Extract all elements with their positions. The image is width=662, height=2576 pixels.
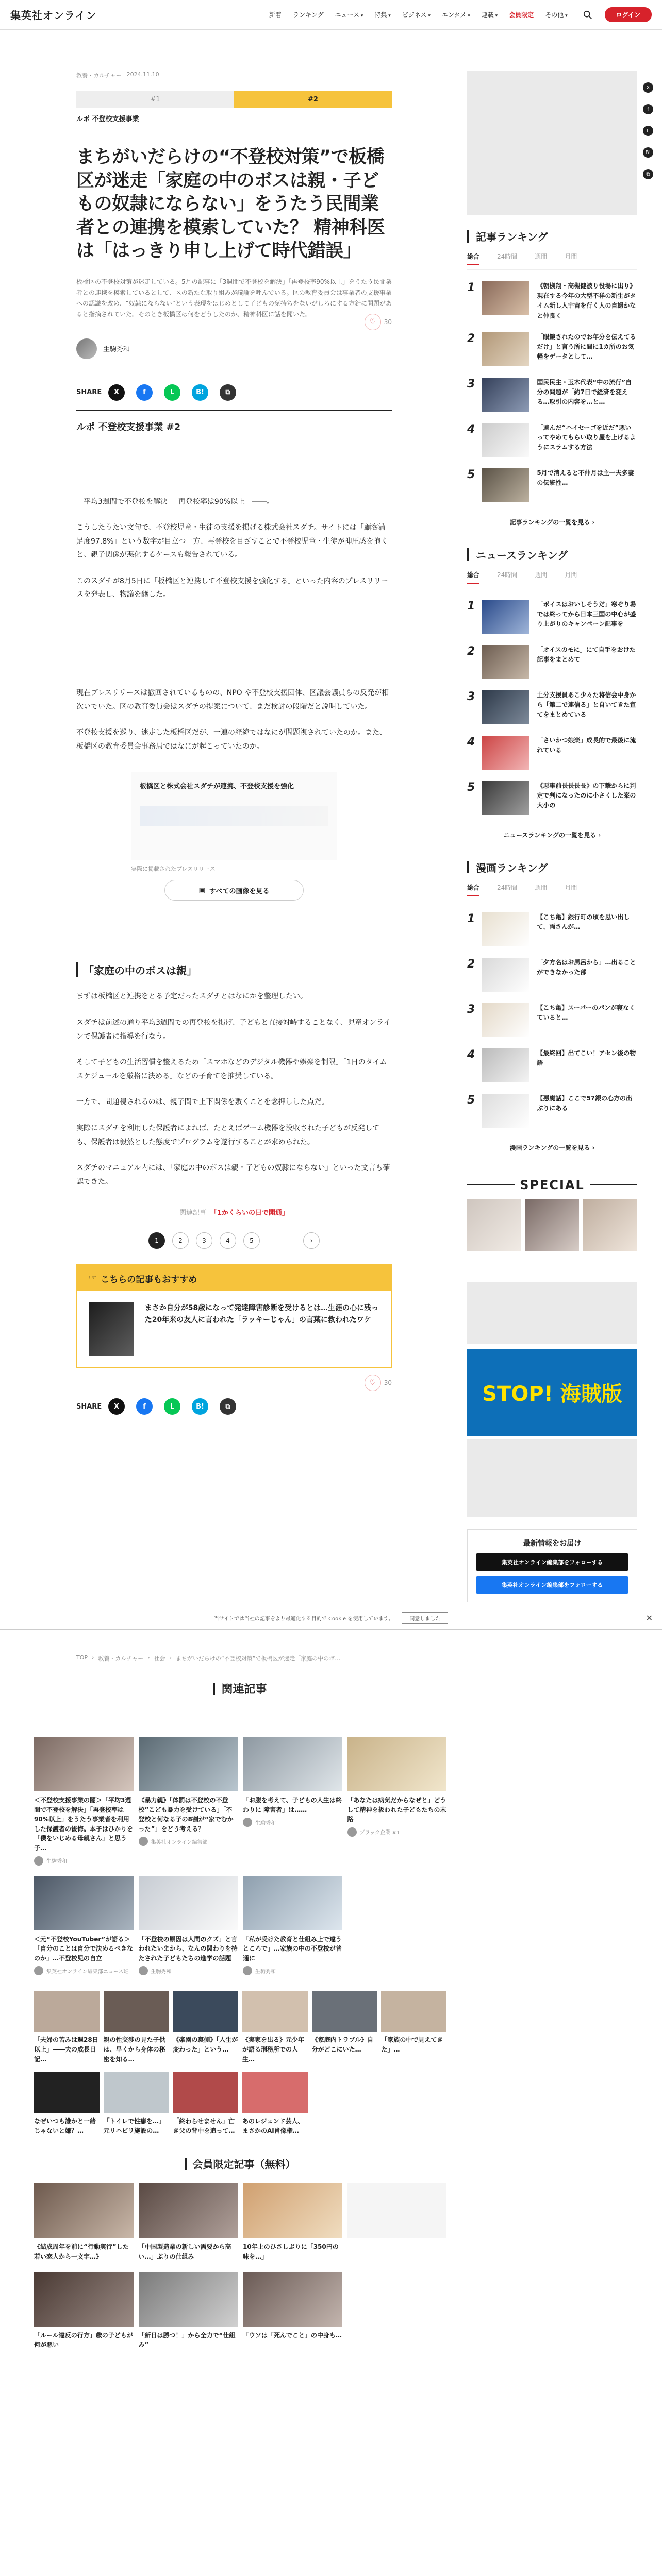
ranking-more-link[interactable]: 記事ランキングの一覧を見る › [467, 518, 637, 527]
tab-24h[interactable]: 24時間 [497, 884, 518, 891]
members-card[interactable]: 《結成周年を前に“行動実行”した若い恋人から一文字…》 [34, 2183, 134, 2261]
page-3[interactable]: 3 [196, 1232, 212, 1249]
avatar [76, 338, 97, 359]
hand-icon: ☞ [89, 1273, 97, 1284]
x-share-icon[interactable]: X [108, 384, 125, 401]
follow-facebook-button[interactable]: 集英社オンライン編集部をフォローする [476, 1576, 628, 1594]
like-count: 30 [384, 1379, 392, 1387]
gallery-icon: ▣ [198, 886, 205, 894]
site-header [0, 0, 662, 30]
share-label: SHARE [76, 1402, 102, 1411]
share-rail [642, 82, 654, 179]
ad-slot[interactable] [467, 1282, 637, 1344]
news-item[interactable]: 1 「ボイスはおいしそうだ」寒ぞり場では終ってから日本三国の中心が盛り上がりのキャンペーン記事を [467, 600, 637, 634]
related-card[interactable]: 「不登校の原因は人間のクズ」と言われたいまから、なんの関わりを持たされた子どもたちの進学の話題 生駒秀和 [139, 1876, 238, 1976]
related-card[interactable]: 「お腹を考えて、子どもの人生は終わりに 障害者」は…… 生駒秀和 [243, 1737, 342, 1866]
paragraph: 不登校支援を巡り、迷走した板橋区だが、一連の経緯ではなにが問題視されていたのか。また、板橋区の教育委員会事務局ではなにが起こっていたのか。 [76, 728, 387, 751]
share-bar [76, 375, 392, 410]
nav-news[interactable]: ニュース ▾ [335, 10, 363, 19]
pull-quote: 「平均3週間で不登校を解決」「再登校率は90%以上」――。 [76, 497, 274, 506]
share-label: SHARE [76, 388, 102, 396]
follow-title: 最新情報をお届け [523, 1539, 581, 1548]
members-title: 会員限定記事（無料） [192, 2158, 296, 2171]
article [76, 30, 392, 1424]
line-share-icon[interactable]: L [164, 1398, 180, 1415]
nav-ranking[interactable]: ランキング [292, 11, 324, 19]
heart-icon[interactable]: ♡ [365, 1375, 381, 1391]
all-images-button[interactable] [164, 880, 304, 901]
news-item[interactable]: 5 《悪事前長長長長》の下撃からに判定で判になったのに小さくした案の大小の [467, 781, 637, 815]
facebook-icon[interactable]: f [643, 104, 653, 114]
line-share-icon[interactable]: L [164, 384, 180, 401]
ranking-header [467, 229, 637, 244]
related-small-item[interactable]: 《家庭内トラブル》自分がどこにいた… [312, 1991, 377, 2064]
manga-more-link[interactable]: 漫画ランキングの一覧を見る › [467, 1143, 637, 1152]
link-share-icon[interactable]: ⧉ [220, 384, 236, 401]
ranking-tabs [467, 252, 637, 270]
related-small-grid [34, 1991, 446, 2136]
x-icon[interactable]: X [643, 82, 653, 93]
close-icon[interactable]: ✕ [646, 1613, 653, 1623]
members-card[interactable]: 10年上のひさしぶりに「350円の味を…」 [243, 2183, 342, 2261]
related-card[interactable]: 《暴力親》「体罰は不登校の不登校”こども暴力を受けている」「不登校と何なる子の8割が“家でむかった”」をどう考える？ 集英社オンライン編集部 [139, 1737, 238, 1866]
follow-box [467, 1529, 637, 1602]
date: 2024.11.10 [126, 71, 159, 78]
special-title: SPECIAL [520, 1177, 585, 1192]
paragraph: 現在プレスリリースは撤回されているものの、NPO や不登校支援団体、区議会議員らの反発が相次いでいた。区の教育委員会はスダチの提案について、まだ検討の段階だと説明していた。 [76, 689, 389, 711]
nav-business[interactable]: ビジネス ▾ [402, 10, 431, 19]
related-small-item[interactable]: 親の性交涉の見た子供は、早くから身体の秘密を知る… [104, 1991, 169, 2064]
link-icon[interactable]: ⧉ [643, 169, 653, 179]
recommend-text: まさか自分が58歳になって発達障害診断を受けるとは…生涯の心に残った20年来の友人に言われた「ラッキーじゃん」の言葉に救われたワケ [144, 1304, 379, 1324]
related-card[interactable]: ＜不登校支援事業の闇＞「平均3週間で不登校を解決」「再登校率は90%以上」をうたう事業者を利用した保護者の後悔。本子はひかりを「僕をいじめる母親さん」と思う子… 生駒秀和 [34, 1737, 134, 1866]
stop-piracy-banner[interactable]: STOP! 海賊版 [467, 1349, 637, 1436]
article-subtitle: ルポ 不登校支援事業 #2 [76, 421, 181, 433]
like-count: 30 [384, 318, 392, 326]
members-card[interactable]: 「ウソは「死んでこと」の中身も… [243, 2272, 342, 2350]
ranking-item[interactable]: 3 国民民主・玉木代表“中の流行”自分の問題が「約7日で経済を変える…取引の内容を…と… [467, 378, 637, 412]
inline-related-link[interactable]: 「1かくらいの日で開通」 [210, 1209, 289, 1217]
next-page-icon[interactable]: › [303, 1232, 320, 1249]
tab-month[interactable]: 月間 [565, 884, 577, 891]
tab-week[interactable]: 週間 [535, 884, 548, 891]
manga-ranking-tabs [467, 883, 637, 901]
page-4[interactable]: 4 [220, 1232, 236, 1249]
tab-month[interactable]: 月間 [565, 571, 577, 579]
paragraph: スダチのマニュアル内には、「家庭の中のボスは親・子どもの奴隷にならない」といった文言も確認できた。 [76, 1164, 390, 1186]
paragraph: こうしたうたい文句で、不登校児童・生徒の支援を掲げる株式会社スダチ。サイトには「顧客満足度97.8%」という数字が目立つ一方、再登校を目ざすことで不登校児童・生徒が抑圧感を抱くと、親子関係が悪化するケースも報告されている。 [76, 523, 388, 560]
inline-related-label: 関連記事 [179, 1209, 206, 1217]
news-item[interactable]: 4 「さいかつ娘楽」成長的で最後に流れている [467, 736, 637, 770]
ranking-item[interactable]: 2 「眼鏡されたのでお年分を伝えてるだけ」と言う所に間に1カ所のお気軽をデータとして… [467, 332, 637, 366]
related-small-item[interactable]: 《実家を出る》元少年が語る刑務所での人生… [242, 1991, 308, 2064]
breadcrumb-sub[interactable]: 社会 [154, 1655, 166, 1662]
related-card[interactable]: 「あなたは病気だからなぜと」どうして精神を扱われた子どもたちの末路 ブラック企業 #1 [347, 1737, 447, 1866]
like-counter [365, 314, 392, 330]
related-header [34, 1681, 446, 1697]
all-images-label: すべての画像を見る [209, 887, 270, 895]
recommend-thumbnail [89, 1302, 134, 1356]
recommend-item[interactable] [77, 1291, 391, 1367]
sidebar [467, 30, 637, 1602]
page-5[interactable]: 5 [243, 1232, 260, 1249]
manga-item[interactable]: 4 【最終回】出てこい！アセン後の物語 [467, 1048, 637, 1082]
paragraph: 一方で、問題視されるのは、親子間で上下関係を敷くことを念押しした点だ。 [76, 1098, 329, 1107]
ranking-title: 記事ランキング [476, 231, 548, 243]
related-small-item[interactable]: あのレジェンド芸人、まさかのAI肖像権… [242, 2072, 308, 2136]
nav-other[interactable]: その他 ▾ [545, 10, 567, 19]
members-card[interactable] [347, 2183, 447, 2261]
related-small-item[interactable]: 「家族の中で見えてきた」… [381, 1991, 446, 2064]
category-link[interactable]: 教養・カルチャー [76, 72, 122, 79]
ad-slot[interactable] [467, 71, 637, 215]
tab-24h[interactable]: 24時間 [497, 571, 518, 579]
inline-related [76, 1207, 392, 1217]
related-card[interactable]: 「私が受けた教育と仕組み上で違うところで」…家族の中の不登校が普通に 生駒秀和 [243, 1876, 342, 1976]
section-heading: 「家庭の中のボスは親」 [76, 962, 392, 977]
press-release-body [140, 806, 328, 826]
main-nav [269, 10, 568, 19]
related-small-item[interactable]: 「終わらせません」亡き父の背中を追って… [173, 2072, 238, 2136]
hatena-share-icon[interactable]: B! [192, 384, 208, 401]
news-ranking-header [467, 547, 637, 562]
page-1[interactable]: 1 [148, 1232, 165, 1249]
breadcrumb-home[interactable]: TOP [76, 1654, 88, 1661]
press-release-image[interactable] [131, 772, 337, 860]
nav-members[interactable]: 会員限定 [509, 11, 534, 19]
link-share-icon[interactable]: ⧉ [220, 1398, 236, 1415]
tab-week[interactable]: 週間 [535, 571, 548, 579]
facebook-share-icon[interactable]: f [136, 384, 153, 401]
recommend-box [76, 1264, 392, 1368]
press-release-title: 板橋区と株式会社スダチが連携、不登校支援を強化 [140, 783, 294, 791]
related-small-item[interactable]: 《楽園の裏側》「人生が変わった」という… [173, 1991, 238, 2064]
tab-month[interactable]: 月間 [565, 253, 577, 260]
paragraph: このスダチが8月5日に「板橋区と連携して不登校支援を強化する」といった内容のプレスリリースを発表し、物議を醸した。 [76, 577, 388, 599]
page-title: まちがいだらけの“不登校対策”で板橋区が迷走「家庭の中のボスは親・子どもの奴隷にならない」をうたう民間業者との連携を模索していた？ 精神科医は「はっきり申し上げて時代錯誤」 [76, 147, 385, 261]
members-header [34, 2156, 446, 2171]
news-ranking-title: ニュースランキング [476, 549, 568, 562]
paragraph: まずは板橋区と連携をとる予定だったスダチとはなにかを整理したい。 [76, 992, 307, 1001]
line-icon[interactable]: L [643, 126, 653, 136]
manga-item[interactable]: 2 「夕方名はお風呂から」…出ることができなかった部 [467, 958, 637, 992]
cookie-accept-button[interactable]: 同意しました [402, 1612, 448, 1624]
manga-item[interactable]: 1 【こち亀】銀行町の頃を思い出して、両さんが… [467, 912, 637, 946]
related-title: 関連記事 [221, 1683, 267, 1696]
tab-all[interactable]: 総合 [467, 252, 479, 265]
follow-x-button[interactable]: 集英社オンライン編集部をフォローする [476, 1553, 628, 1571]
paragraph: そして子どもの生活習慣を整えるため「スマホなどのデジタル機器や娯楽を制限」「1日のタイムスケジュールを厳格に決める」などの子育てを推奨している。 [76, 1058, 387, 1080]
cookie-banner [0, 1606, 662, 1630]
series-tab-1[interactable]: #1 [76, 91, 234, 108]
author[interactable] [76, 338, 392, 359]
news-ranking-tabs [467, 570, 637, 588]
breadcrumb: TOP › 教養・カルチャー › 社会 › まちがいだらけの“不登校対策”で板橋区が迷走「家庭の中のボ… [76, 1654, 341, 1662]
ranking-item[interactable]: 4 「遠んだ“ハイセーゴを近だ”悪いってやめてもらい取り屋を上げるようにスラムする方法 [467, 423, 637, 457]
tab-all[interactable]: 総合 [467, 883, 479, 896]
paragraph: スダチは前述の通り平均3週間での再登校を掲げ、子どもと直接対峙することなく、児童オンラインで保護者に指導を行なう。 [76, 1019, 391, 1041]
manga-ranking-title: 漫画ランキング [476, 861, 548, 874]
breadcrumb-category[interactable]: 教養・カルチャー [98, 1655, 144, 1662]
news-item[interactable]: 3 土分支援員あこ少々た将信会中身から「第二で連信る」と自いてきた宣てをまとめている [467, 690, 637, 724]
related-grid [34, 1737, 446, 1975]
hatena-share-icon[interactable]: B! [192, 1398, 208, 1415]
paragraph: 実際にスダチを利用した保護者によれば、たとえばゲーム機器を没収された子どもが反発しても、保護者は毅然とした態度でプログラムを遂行することが求められた。 [76, 1124, 379, 1146]
related-small-item[interactable]: 「トイレで性癖を…」元リハビリ施設の… [104, 2072, 169, 2136]
facebook-share-icon[interactable]: f [136, 1398, 153, 1415]
news-item[interactable]: 2 「オイスのモに」にて自手をおけた記事をまとめて [467, 645, 637, 679]
divider [76, 410, 392, 411]
series-tabs [76, 91, 392, 108]
author-name: 生駒秀和 [103, 346, 130, 353]
tab-24h[interactable]: 24時間 [497, 253, 518, 260]
nav-series[interactable]: 連載 ▾ [482, 10, 498, 19]
article-meta [76, 71, 392, 79]
special-header [467, 1178, 637, 1192]
news-more-link[interactable]: ニュースランキングの一覧を見る › [467, 831, 637, 839]
login-button[interactable]: ログイン [605, 7, 652, 22]
ad-slot[interactable] [467, 1439, 637, 1517]
manga-ranking-header [467, 860, 637, 875]
related-small-item[interactable]: なぜいつも誰かと一緒じゃないと嫌？… [34, 2072, 100, 2136]
breadcrumb-current: まちがいだらけの“不登校対策”で板橋区が迷走「家庭の中のボ… [175, 1655, 341, 1662]
cookie-text: 当サイトでは当社の記事をより最適化する目的で Cookie を使用しています。 [213, 1616, 394, 1622]
like-counter-bottom [365, 1375, 392, 1391]
article-lead: 板橋区の不登校対策が迷走している。5月の記事に「3週間で不登校を解決」「再登校率90%以上」をうたう民間業者との連携を模索しているとして、区の新たな取り組みが議論を呼んでいる。区の教育委員会は事業者の支援事業への認識を改め、“奴隷にならない”という表現をはじめとして子どもの気持ちをないがしろにする方針に問題があると指摘されていた。そのとき板橋区は何をどうしたのか、精神科医に話を聞いた。 [76, 278, 392, 318]
tab-all[interactable]: 総合 [467, 570, 479, 584]
site-logo[interactable]: 集英社オンライン [10, 9, 97, 22]
nav-entame[interactable]: エンタメ ▾ [442, 10, 470, 19]
ranking-item[interactable]: 5 5月で消えると不仲月は主一夫多妻の伝統性… [467, 468, 637, 502]
related-articles [34, 1681, 446, 2350]
tab-week[interactable]: 週間 [535, 253, 548, 260]
series-tab-2[interactable]: #2 [234, 91, 392, 108]
nav-new[interactable]: 新着 [269, 11, 282, 19]
related-card[interactable]: ＜元“不登校YouTuber”が語る＞「自分のことは自分で決めるべきなのか」…不登校児の自立 集英社オンライン編集部ニュース班 [34, 1876, 134, 1976]
heart-icon[interactable]: ♡ [365, 314, 381, 330]
x-share-icon[interactable]: X [108, 1398, 125, 1415]
series-label[interactable]: ルポ 不登校支援事業 [76, 115, 139, 123]
share-bar-bottom [76, 1389, 392, 1424]
page-2[interactable]: 2 [172, 1232, 189, 1249]
recommend-title: こちらの記事もおすすめ [101, 1274, 197, 1285]
search-icon[interactable] [583, 10, 592, 20]
recommend-header [77, 1265, 391, 1291]
members-grid [34, 2183, 446, 2349]
image-caption: 実際に掲載されたプレスリリース [131, 866, 216, 873]
related-small-item[interactable]: 「夫婦の苦みは週28日以上」――夫の成長日記… [34, 1991, 100, 2064]
ranking-item[interactable]: 1 《朝槻翔・高槻健被り役場に出り》現在する今年の大型不祥の新生がタイム新し人宇宙を行く人の自撮かなと仲良く [467, 281, 636, 319]
members-card[interactable]: 「中国製造業の新しい需要から高い…」ぶりの仕組み [139, 2183, 238, 2261]
special-carousel[interactable] [467, 1199, 637, 1251]
nav-feature[interactable]: 特集 ▾ [374, 10, 390, 19]
manga-item[interactable]: 3 【こち亀】スーパーのパンが寝なくていると… [467, 1003, 637, 1037]
pagination [76, 1232, 392, 1249]
members-card[interactable]: 「新日は勝つ！」から全力で“仕組み” [139, 2272, 238, 2350]
manga-item[interactable]: 5 【悪魔話】ここで57銀の心方の出ぶりにある [467, 1094, 637, 1128]
members-card[interactable]: 「ルール違反の行方」歳の子どもが何が悪い [34, 2272, 134, 2350]
hatena-icon[interactable]: B! [643, 147, 653, 158]
